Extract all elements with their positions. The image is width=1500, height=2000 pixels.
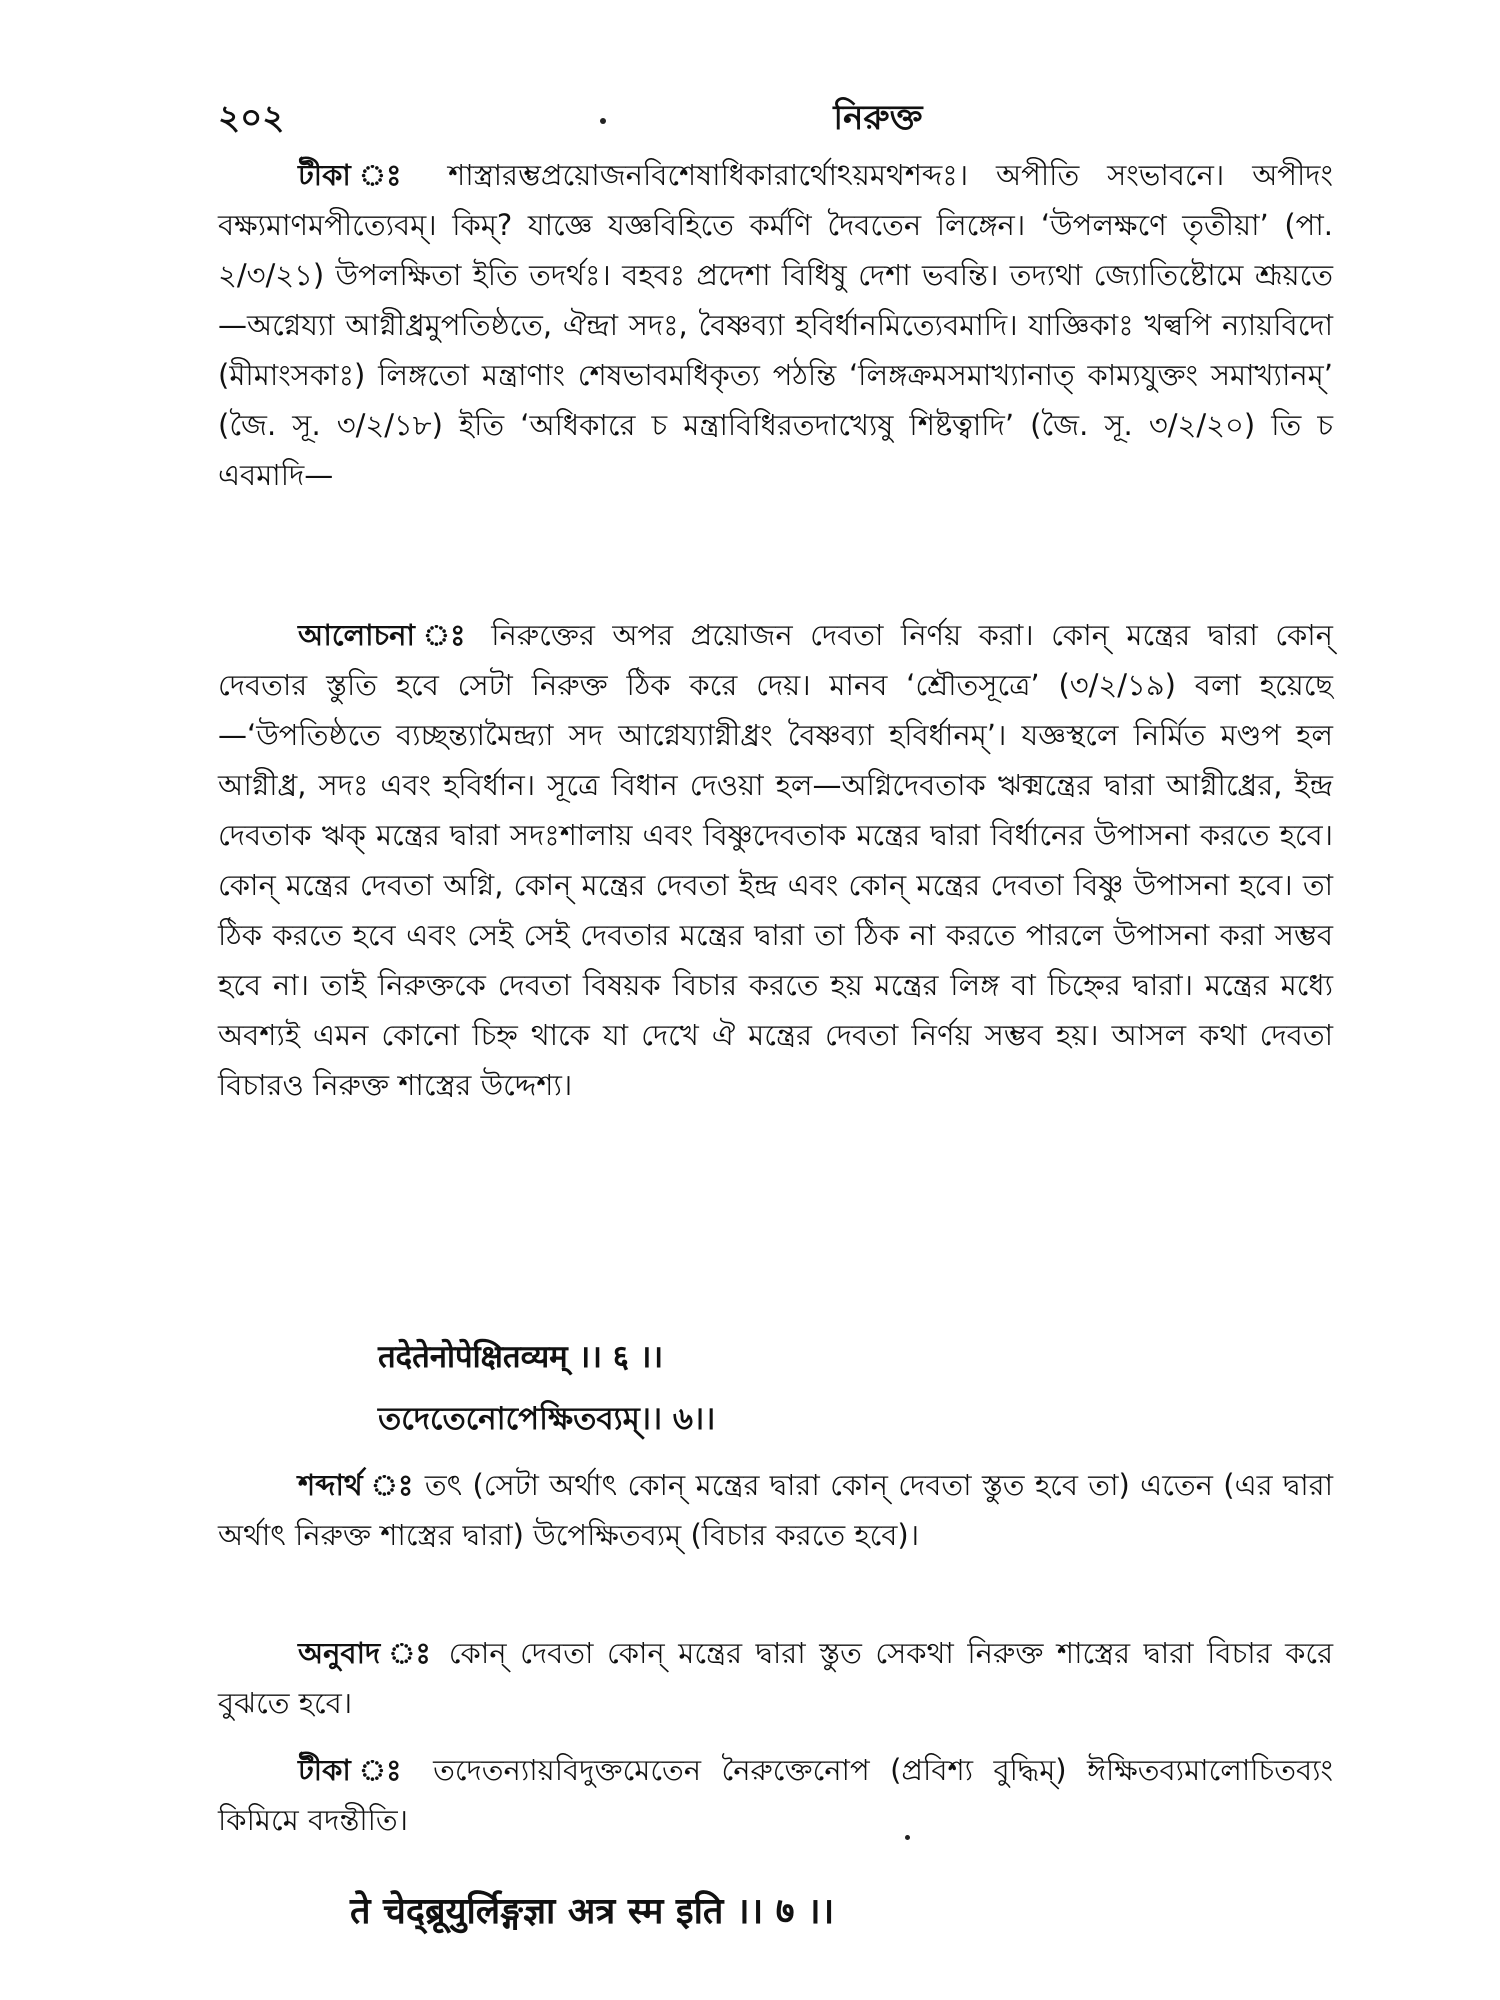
- commentary-paragraph-1: [218, 150, 1333, 500]
- word-meaning-label: শব্দার্থ ঃ: [298, 1468, 415, 1502]
- commentary-paragraph-2: [218, 1745, 1333, 1845]
- translation-text: কোন্ দেবতা কোন্ মন্ত্রের দ্বারা স্তুত সেকথা নিরুক্ত শাস্ত্রের দ্বারা বিচার করে বুঝতে হবে।: [218, 1636, 1334, 1720]
- commentary-section-1: [218, 150, 1333, 500]
- print-speck: [600, 118, 606, 124]
- word-meaning-text: তৎ (সেটা অর্থাৎ কোন্ মন্ত্রের দ্বারা কোন্ দেবতা স্তুত হবে তা) এতেন (এর দ্বারা অর্থাৎ নিরুক্ত শাস্ত্রের দ্বারা) উপেক্ষিতব্যম্ (বিচার করতে হবে)।: [218, 1468, 1333, 1552]
- word-meaning-paragraph: [218, 1460, 1333, 1560]
- sutra-6-bengali: তদেতেনোপেক্ষিতব্যম্।। ৬।।: [378, 1401, 716, 1437]
- discussion-text: নিরুক্তের অপর প্রয়োজন দেবতা নির্ণয় করা। কোন্ মন্ত্রের দ্বারা কোন্ দেবতার স্তুতি হবে সেটা নিরুক্ত ঠিক করে দেয়। মানব ‘শ্রৌতসূত্রে’ (৩/২/১৯) বলা হয়েছে—‘উপতিষ্ঠতে ব্যচ্ছন্ত্যামৈন্দ্র্যা সদ আগ্নেয্যাগ্নীধ্রং বৈষ্ণব্যা হবির্ধানম্’। যজ্ঞস্থলে নির্মিত মণ্ডপ হল আগ্নীধ্র, সদঃ এবং হবির্ধান। সূত্রে বিধান দেওয়া হল—অগ্নিদেবতাক ঋক্মন্ত্রের দ্বারা আগ্নীধ্রের, ইন্দ্র দেবতাক ঋক্ মন্ত্রের দ্বারা সদঃশালায় এবং বিষ্ণুদেবতাক মন্ত্রের দ্বারা বির্ধানের উপাসনা করতে হবে। কোন্ মন্ত্রের দেবতা অগ্নি, কোন্ মন্ত্রের দেবতা ইন্দ্র এবং কোন্ মন্ত্রের দেবতা বিষ্ণু উপাসনা হবে। তা ঠিক করতে হবে এবং সেই সেই দেবতার মন্ত্রের দ্বারা তা ঠিক না করতে পারলে উপাসনা করা সম্ভব হবে না। তাই নিরুক্তকে দেবতা বিষয়ক বিচার করতে হয় মন্ত্রের লিঙ্গ বা চিহ্নের দ্বারা। মন্ত্রের মধ্যে অবশ্যই এমন কোনো চিহ্ন থাকে যা দেখে ঐ মন্ত্রের দেবতা নির্ণয় সম্ভব হয়। আসল কথা দেবতা বিচারও নিরুক্ত শাস্ত্রের উদ্দেশ্য।: [218, 618, 1333, 1102]
- page-number: ২০২: [218, 98, 285, 138]
- sutra-6-devanagari: तदेतेनोपेक्षितव्यम् ।। ६ ।।: [378, 1339, 664, 1375]
- translation-section: [218, 1628, 1333, 1728]
- commentary-text-2: তদেতন্যায়বিদুক্তমেতেন নৈরুক্তেনোপ (প্রবিশ্য বুদ্ধিম্) ঈক্ষিতব্যমালোচিতব্যং কিমিমে বদন্তীতি।: [218, 1753, 1333, 1837]
- word-meaning-section: [218, 1460, 1333, 1560]
- discussion-label: আলোচনা ঃ: [298, 618, 474, 652]
- translation-paragraph: [218, 1628, 1333, 1728]
- commentary-text-1: শাস্ত্রারম্ভপ্রয়োজনবিশেষাধিকারার্থোঽয়মথশব্দঃ। অপীতি সংভাবনে। অপীদং বক্ষ্যমাণমপীত্যেবম্। কিম্? যাজ্ঞে যজ্ঞবিহিতে কর্মণি দৈবতেন লিঙ্গেন। ‘উপলক্ষণে তৃতীয়া’ (পা. ২/৩/২১) উপলক্ষিতা ইতি তদর্থঃ। বহবঃ প্রদেশা বিধিষু দেশা ভবন্তি। তদ্যথা জ্যোতিষ্টোমে শ্রূয়তে—অগ্নেয্যা আগ্নীধ্রমুপতিষ্ঠতে, ঐন্দ্রা সদঃ, বৈষ্ণব্যা হবির্ধানমিত্যেবমাদি। যাজ্ঞিকাঃ খল্বপি ন্যায়বিদো (মীমাংসকাঃ) লিঙ্গতো মন্ত্রাণাং শেষভাবমধিকৃত্য পঠন্তি ‘লিঙ্গক্রমসমাখ্যানাত্ কাম্যযুক্তং সমাখ্যানম্’ (জৈ. সূ. ৩/২/১৮) ইতি ‘অধিকারে চ মন্ত্রাবিধিরতদাখ্যেষু শিষ্টত্বাদি’ (জৈ. সূ. ৩/২/২০) তি চ এবমাদি—: [218, 158, 1334, 492]
- translation-label: অনুবাদ ঃ: [298, 1636, 436, 1670]
- page-header: [218, 92, 1333, 142]
- running-title: নিরুক্ত: [833, 98, 923, 138]
- discussion-section: [218, 610, 1333, 1110]
- commentary-section-2: [218, 1745, 1333, 1845]
- discussion-paragraph: [218, 610, 1333, 1110]
- commentary-label-1: টীকা ঃ: [298, 158, 421, 192]
- sutra-7-devanagari: ते चेद्ब्रूयुर्लिङ्गज्ञा अत्र स्म इति ।। ७ ।।: [350, 1891, 835, 1932]
- print-speck: [905, 1835, 910, 1840]
- commentary-label-2: টীকা ঃ: [298, 1753, 413, 1787]
